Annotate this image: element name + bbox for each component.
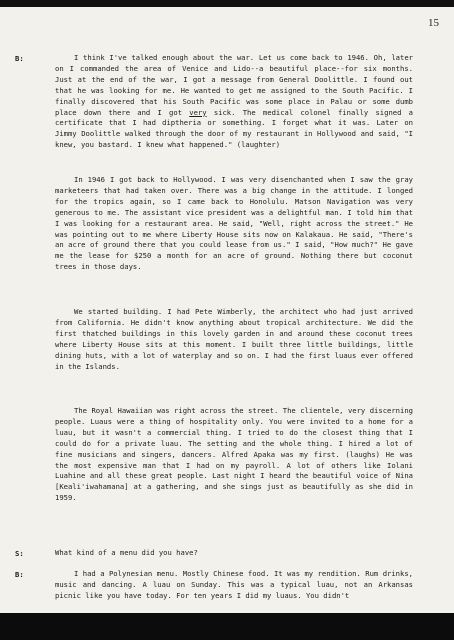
paragraph-1 bbox=[55, 53, 413, 151]
paragraph-1-text-a: I think I've talked enough about the war. Let us come back to 1946. Oh, later on I commanded the area of Venice and Lido--a beautiful place--for six months. Just at the end of the war, I got a message from General Doolittle. I found out that he was looking for me. He wanted to get me assigned to the South Pacific. I finally discovered that his South Pacific was some place in Palau or some dumb place down there and I got bbox=[55, 53, 413, 117]
paragraph-5: I had a Polynesian menu. Mostly Chinese food. It was my rendition. Rum drinks, music and dancing. A luau on Sunday. This was a typical luau, not an Arkansas picnic like you have today. For ten years I did my luaus. You didn't bbox=[55, 569, 413, 600]
top-scan-border bbox=[0, 0, 454, 7]
bottom-scan-border bbox=[0, 613, 454, 640]
page-number: 15 bbox=[428, 17, 439, 29]
speaker-label-b: B: bbox=[15, 54, 24, 63]
speaker-label-s: S: bbox=[15, 549, 24, 558]
question-text: What kind of a menu did you have? bbox=[55, 548, 198, 557]
paragraph-2: In 1946 I got back to Hollywood. I was very disenchanted when I saw the gray marketeers that had taken over. There was a big change in the attitude. I longed for the tropics again, so I came back to Honolulu. Matson Navigation was very generous to me. The assistant vice president was a delightful man. I told him that I was looking for a restaurant area. He said, "Well, right across the street." He was pointing out to me where Liberty House sits now on Kalakaua. He said, "There's an acre of ground there that you could lease from us." I said, "How much?" He gave me the lease for $250 a month for an acre of ground. Nothing there but coconut trees in those days. bbox=[55, 175, 413, 272]
paragraph-3: We started building. I had Pete Wimberly, the architect who had just arrived from California. He didn't know anything about tropical architecture. We did the first thatched buildings in this lovely garden in and around these coconut trees where Liberty House sits at this moment. I built three little buildings, little dining huts, with a lot of waterplay and so on. I had the first luaus ever offered in the Islands. bbox=[55, 307, 413, 371]
speaker-label-b-2: B: bbox=[15, 570, 24, 579]
paragraph-4: The Royal Hawaiian was right across the street. The clientele, very discerning people. Luaus were a thing of hospitality only. You were invited to a home for a luau, but it wasn't a commercial thing. I tried to do the closest thing that I could do for a private luau. The setting and the whole thing. I hired a lot of fine musicians and singers, dancers. Alfred Apaka was my first. (laughs) He was the most expensive man that I had on my payroll. A lot of others like Iolani Luahine and all these great people. Last night I heard the beautiful voice of Nina [Keali'iwahamana] at a gathering, and she sings just as beautifully as she did in 1959. bbox=[55, 406, 413, 503]
underlined-word: very bbox=[189, 107, 207, 117]
paragraph-1-text-b: sick. The medical colonel finally signed a certificate that I had diptheria or something. I forget what it was. Later on Jimmy Doolittle walked through the door of my restaurant in Hollywood and said, "I knew, you bastard. I knew what happened." (laughter) bbox=[55, 107, 414, 150]
